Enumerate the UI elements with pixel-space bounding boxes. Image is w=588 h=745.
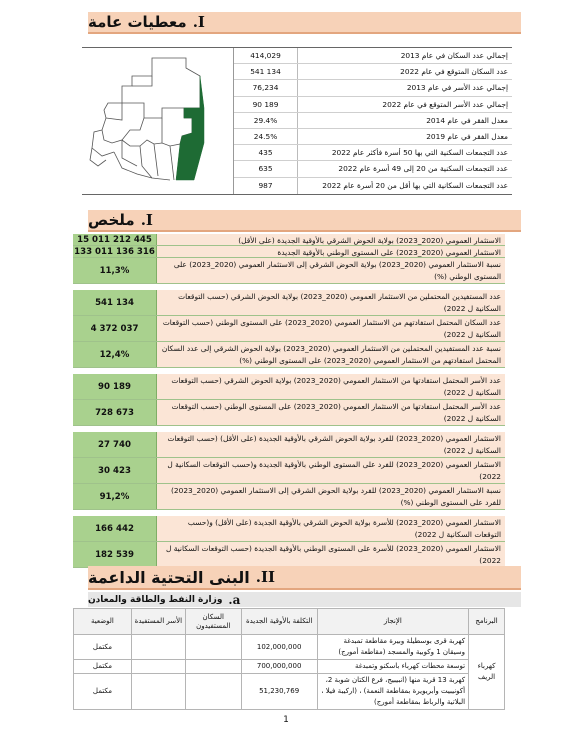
general-value: 541 134 [234,64,298,79]
infrastructure-section-title: البنى التحتية الداعمة [88,567,250,587]
summary-section-header [88,210,521,232]
general-row [234,145,512,161]
achievement-cell: كهربة قرى بوسطيلة وبيرة مقاطعة تمبدغة وسيقان 1 وكوبية والمسجد (مقاطعة أمورج) [317,635,469,660]
header-achievement: الإنجاز [317,609,469,635]
summary-row [73,516,505,542]
header-population: السكان المستفيدون [185,609,241,635]
general-label: معدل الفقر في عام 2014 [426,115,508,125]
summary-label: نسبة عدد المستفيدين المحتملين من الاستثمار العمومي (2020_2023) بولاية الحوض الشرقي إلى عدد السكان المحتمل استفادتهم من الاستثمار العمومي (2020_2023) على المستوى الوطني (%) [157,342,505,367]
summary-label: الاستثمار العمومي (2020_2023) بولاية الحوض الشرقي بالأوقية الجديدة (على الأقل) [157,234,505,245]
summary-value: 30 423 [73,458,157,483]
status-cell: مكتمل [74,674,132,710]
summary-label: نسبة الاستثمار العمومي (2020_2023) للفرد بولاية الحوض الشرقي إلى الاستثمار العمومي (2020_2023) للفرد على المستوى الوطني (%) [157,484,505,509]
summary-label: نسبة الاستثمار العمومي (2020_2023) بولاية الحوض الشرقي إلى الاستثمار العمومي (2020_2023) على المستوى الوطني (%) [157,258,505,283]
general-value: 435 [234,145,298,160]
general-section-header [88,12,521,34]
summary-section-number: I. [140,211,153,229]
summary-label: الاستثمار العمومي (2020_2023) للأسرة بولاية الحوض الشرقي بالأوقية الجديدة (على الأقل) و(حسب التوقعات السكانية ل 2022) [157,516,505,541]
general-row [234,97,512,113]
header-cost: التكلفة بالأوقية الجديدة [241,609,317,635]
general-row [234,64,512,80]
infrastructure-table [73,608,505,710]
summary-row [73,400,505,426]
summary-label: الاستثمار العمومي (2020_2023) للأسرة على المستوى الوطني بالأوقية الجديدة (حسب التوقعات السكانية ل 2022) [157,542,505,567]
population-cell [185,635,241,660]
summary-label: الاستثمار العمومي (2020_2023) للفرد بولاية الحوض الشرقي بالأوقية الجديدة (على الأقل) (حسب التوقعات السكانية ل 2022) [157,432,505,457]
summary-row [73,374,505,400]
general-value: 635 [234,161,298,176]
general-label: معدل الفقر في عام 2019 [426,132,508,142]
households-cell [131,660,185,674]
page-number: 1 [283,715,289,725]
hodh-ech-chargui-region [176,76,204,180]
cost-cell: 51,230,769 [241,674,317,710]
general-section-number: I. [192,13,205,31]
general-label: إجمالي عدد السكان في عام 2013 [400,51,508,61]
summary-value: 541 134 [73,290,157,315]
infrastructure-header-row [74,609,505,635]
general-label: عدد السكان المتوقع في عام 2022 [400,67,508,77]
summary-value: 728 673 [73,400,157,425]
general-value: 987 [234,178,298,194]
summary-row [73,342,505,368]
summary-value: 12,4% [73,342,157,367]
status-cell: مكتمل [74,635,132,660]
summary-row [73,234,505,246]
summary-row [73,432,505,458]
general-row [234,48,512,64]
status-cell: مكتمل [74,660,132,674]
general-row [234,178,512,194]
general-label: عدد التجمعات السكانية التي بها أقل من 20 أسرة عام 2022 [322,181,508,191]
general-value: 90 189 [234,97,298,112]
general-row [234,161,512,177]
mauritania-map [82,48,234,194]
households-cell [131,635,185,660]
general-label: عدد التجمعات السكنية التي بها 50 أسرة فأكثر عام 2022 [331,148,508,158]
general-row [234,80,512,96]
general-data-table [234,48,512,194]
summary-label: عدد المستفيدين المحتملين من الاستثمار العمومي (2020_2023) بولاية الحوض الشرقي (حسب التوقعات السكانية ل 2022) [157,290,505,315]
summary-value: 91,2% [73,484,157,509]
summary-row [73,542,505,568]
general-value: 414,029 [234,48,298,63]
table-row [74,635,505,660]
summary-row [73,484,505,510]
general-value: 24.5% [234,129,298,144]
summary-label: الاستثمار العمومي (2020_2023) للفرد على المستوى الوطني بالأوقية الجديدة و(حسب التوقعات السكانية ل 2022) [157,458,505,483]
general-value: 76,234 [234,80,298,95]
households-cell [131,674,185,710]
summary-value: 4 372 037 [73,316,157,341]
cost-cell: 700,000,000 [241,660,317,674]
summary-value: 182 539 [73,542,157,567]
summary-value: 90 189 [73,374,157,399]
population-cell [185,674,241,710]
summary-row [73,246,505,258]
summary-row [73,316,505,342]
summary-row [73,258,505,284]
summary-value: 133 011 136 316 [73,246,157,257]
summary-section-title: ملخص [88,211,135,229]
population-cell [185,660,241,674]
cost-cell: 102,000,000 [241,635,317,660]
general-data-block [82,47,512,195]
summary-label: عدد الأسر المحتمل استفادتها من الاستثمار العمومي (2020_2023) بولاية الحوض الشرقي (حسب التوقعات السكانية ل 2022) [157,374,505,399]
program-cell: كهرباء الريف [469,635,505,710]
general-row [234,129,512,145]
table-row [74,660,505,674]
summary-value: 11,3% [73,258,157,283]
summary-label: عدد السكان المحتمل استفادتهم من الاستثمار العمومي (2020_2023) على المستوى الوطني (حسب التوقعات السكانية ل 2022) [157,316,505,341]
header-program: البرنامج [469,609,505,635]
infrastructure-section-number: II. [255,568,276,586]
ministry-title: وزارة النفط والطاقة والمعادن [88,594,223,605]
infrastructure-section-header [88,566,521,590]
general-label: عدد التجمعات السكنية من 20 إلى 49 أسرة عام 2022 [338,164,508,174]
header-households: الأسر المستفيدة [131,609,185,635]
summary-label: عدد الأسر المحتمل استفادتها من الاستثمار العمومي (2020_2023) على المستوى الوطني (حسب التوقعات السكانية ل 2022) [157,400,505,425]
general-label: إجمالي عدد الأسر المتوقع في عام 2022 [382,99,508,109]
general-row [234,113,512,129]
summary-value: 27 740 [73,432,157,457]
header-status: الوضعية [74,609,132,635]
ministry-subheader [88,592,521,607]
achievement-cell: توسعة محطات كهرباء باسكنو وتمبدغة [317,660,469,674]
general-value: 29.4% [234,113,298,128]
summary-value: 166 442 [73,516,157,541]
summary-row [73,290,505,316]
achievement-cell: كهربة 13 قرية منها (انبيبيج، فرع الكتان شوبة 2، أكونيبيت وأبريويرة بمقاطعة النعمة) ، (اركيبة فيلا ، البلاتية والرباط بمقاطعة أمورج) [317,674,469,710]
summary-table [73,234,505,568]
subsection-letter: a. [228,592,241,607]
general-label: إجمالي عدد الأسر في عام 2013 [406,83,508,93]
table-row [74,674,505,710]
map-graphic [82,48,234,194]
summary-label: الاستثمار العمومي (2020_2023) على المستوى الوطني بالأوقية الجديدة [157,246,505,257]
summary-row [73,458,505,484]
summary-value: 15 011 212 445 [73,234,157,245]
general-section-title: معطيات عامة [88,13,187,31]
